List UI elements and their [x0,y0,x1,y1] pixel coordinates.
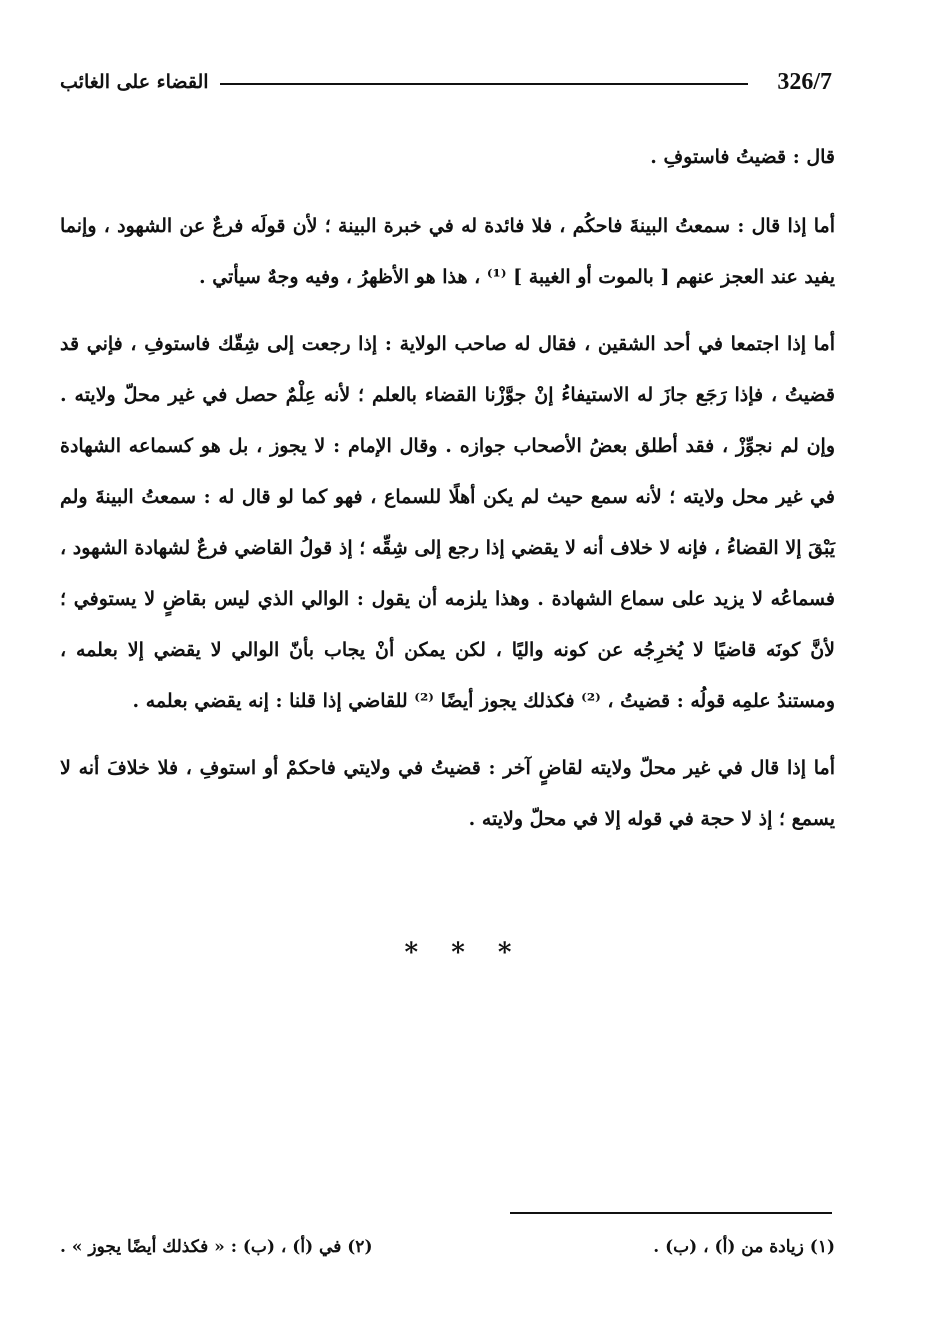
paragraph: أما إذا اجتمعا في أحد الشقين ، فقال له صاحب الولاية : إذا رجعت إلى شِقّك فاستوفِ ، فإني قد قضيتُ ، فإذا رَجَع جازَ له الاستيفاءُ إنْ جوَّزْنا القضاء بالعلم ؛ لأنه عِلْمٌ حصل في غير محلّ ولايته . وإن لم نجوِّزْ ، فقد أطلق بعضُ الأصحاب جوازه . وقال الإمام : لا يجوز ، بل هو كسماعه الشهادة في غير محل ولايته ؛ لأنه سمع حيث لم يكن أهلًا للسماع ، فهو كما لو قال له : سمعتُ البينةَ ولم يَبْقَ إلا القضاءُ ، فإنه لا خلاف أنه لا يقضي إذا رجع إلى شِقِّه ؛ إذ قولُ القاضي فرعٌ لشهادة الشهود ، فسماعُه لا يزيد على سماع الشهادة . وهذا يلزمه أن يقول : الوالي الذي ليس بقاضٍ لا يستوفي ؛ لأنَّ كونَه قاضيًا لا يُخرِجُه عن كونه واليًا ، لكن يمكن أنْ يجاب بأنّ الوالي لا يقضي إلا بعلمه ، ومستندُ علمِه قولُه : قضيتُ ، ⁽²⁾ فكذلك يجوز أيضًا ⁽²⁾ للقاضي إذا قلنا : إنه يقضي بعلمه . [60,333,835,712]
page-number: 326/7 [777,69,832,95]
footnote: (١) زيادة من (أ) ، (ب) . [653,1237,835,1257]
paragraph: قال : قضيتُ فاستوفِ . [650,146,835,168]
running-title: القضاء على الغائب [60,71,209,93]
header-rule [220,83,748,85]
body-text [60,132,835,861]
footnotes [60,1237,835,1271]
page-header [60,66,832,102]
section-separator: * * * [404,938,524,968]
paragraph: أما إذا قال في غير محلّ ولايته لقاضٍ آخر : قضيتُ في ولايتي فاحكمْ أو استوفِ ، فلا خلافَ أنه لا يسمع ؛ إذ لا حجة في قوله إلا في محلّ ولايته . [60,757,835,830]
footnote-rule [510,1212,832,1214]
footnote: (٢) في (أ) ، (ب) : « فكذلك أيضًا يجوز » . [60,1237,373,1257]
paragraph: أما إذا قال : سمعتُ البينةَ فاحكُم ، فلا فائدة له في خبرة البينة ؛ لأن قولَه فرعٌ عن الشهود ، وإنما يفيد عند العجز عنهم [ بالموت أو الغيبة ] ⁽¹⁾ ، هذا هو الأظهرُ ، وفيه وجهٌ سيأتي . [60,215,835,288]
